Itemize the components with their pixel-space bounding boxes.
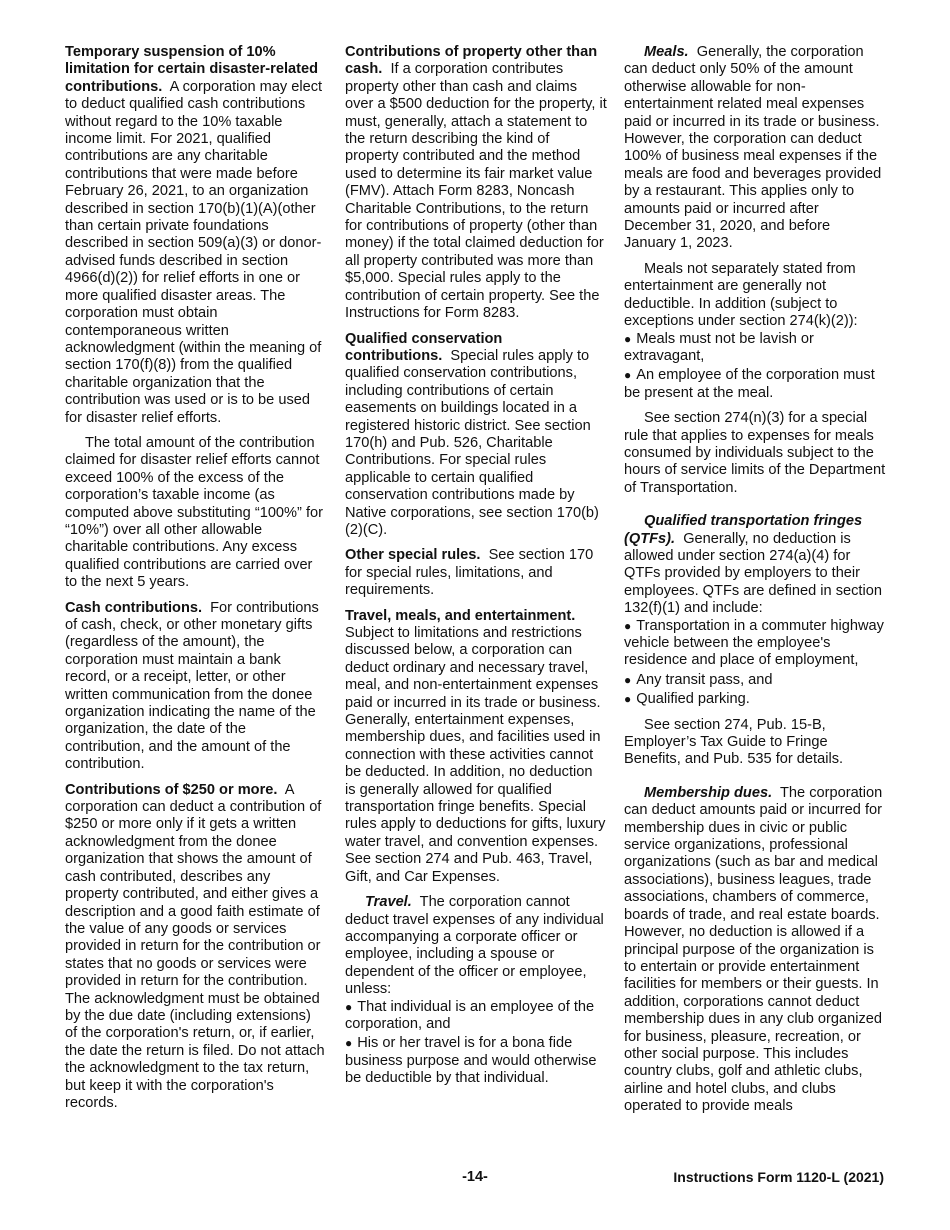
bullet-icon: ●	[345, 999, 353, 1014]
section-heading: Cash contributions.	[65, 599, 203, 616]
bullet-text: Any transit pass, and	[636, 671, 773, 688]
bullet-item	[624, 672, 886, 689]
paragraph-text: Generally, the corporation can deduct only 50% of the amount otherwise allowable for non-entertainment related meal expenses paid or incurred in its trade or business. However, the corporation can deduct 100% of business meal expenses if the meals are food and beverages provided by a restaurant. This applies only to amounts paid or incurred after December 31, 2020, and before January 1, 2023.	[624, 44, 882, 252]
bullet-text: That individual is an employee of the corporation, and	[345, 998, 595, 1032]
paragraph-text: If a corporation contributes property other than cash and claims over a $500 deduction for the property, it must, generally, attach a statement to the return describing the kind of property contributed and the method used to determine its fair market value (FMV). Attach Form 8283, Noncash Charitable Contributions, to the return for contributions of property (other than money) if the total claimed deduction for all property contributed was more than $5,000. Special rules apply to the contribution of certain property. See the Instructions for Form 8283.	[345, 61, 607, 322]
paragraph-text: Generally, no deduction is allowed under section 274(a)(4) for QTFs provided by employers to their employees. QTFs are defined in section 132(f)(1) and include:	[624, 530, 882, 617]
section-heading: Contributions of $250 or more.	[65, 781, 278, 798]
bullet-text: An employee of the corporation must be present at the meal.	[624, 367, 875, 401]
paragraph	[345, 331, 607, 540]
paragraph: Meals not separately stated from entertainment are generally not deductible. In addition (subject to exceptions under section 274(k)(2)):	[624, 260, 858, 330]
paragraph	[65, 44, 327, 427]
paragraph: See section 274, Pub. 15-B, Employer’s Tax Guide to Fringe Benefits, and Pub. 535 for details.	[624, 716, 844, 768]
bullet-icon: ●	[624, 331, 632, 346]
section-heading: Travel, meals, and entertainment.	[345, 607, 576, 624]
bullet-item	[345, 1035, 607, 1087]
paragraph: The total amount of the contribution claimed for disaster relief efforts cannot exceed 100% of the excess of the corporation’s taxable income (as computed above substituting “100%” for “10%”) over all other allowable charitable contributions. Any excess qualified contributions are carried over to the next 5 years.	[65, 434, 323, 591]
column-2	[345, 44, 607, 1096]
paragraph	[65, 782, 327, 1113]
footer-form-title: Instructions Form 1120-L (2021)	[673, 1169, 884, 1185]
column-1	[65, 44, 327, 1120]
bullet-icon: ●	[624, 368, 632, 383]
bullet-text: Qualified parking.	[636, 691, 750, 708]
page-number: -14-	[462, 1169, 488, 1185]
bullet-icon: ●	[624, 672, 632, 687]
paragraph-text: A corporation may elect to deduct qualified cash contributions without regard to the 10% taxable income limit. For 2021, qualified contributions are any charitable contributions that were made before February 26, 2021, to an organization described in section 170(b)(1)(A)(other than certain private foundations described in section 509(a)(3) or donor-advised funds described in section 4966(d)(2)) for relief efforts in one or more qualified disaster areas. The corporation must obtain contemporaneous written acknowledgment (within the meaning of section 170(f)(8)) from the qualified charitable organization that the contribution was used or is to be used for disaster relief efforts.	[65, 78, 323, 426]
paragraph-text: Special rules apply to qualified conservation contributions, including contributions of certain easements on buildings located in a registered historic district. See section 170(h) and Pub. 526, Charitable Contributions. For special rules applicable to certain qualified conservation contributions made by Native corporations, see section 170(b)(2)(C).	[345, 347, 599, 538]
paragraph	[624, 513, 886, 617]
paragraph	[624, 785, 886, 1116]
bullet-item	[624, 331, 886, 366]
paragraph: See section 274(n)(3) for a special rule that applies to expenses for meals consumed by individuals subject to the hours of service limits of the Department of Transportation.	[624, 410, 886, 496]
paragraph-text: A corporation can deduct a contribution of $250 or more only if it gets a written acknowledgment from the donee organization that shows the amount of cash contributed, describes any property contributed, and either gives a description and a good faith estimate of the value of any goods or services provided in return for the contribution or states that no goods or services were provided in return for the contribution. The acknowledgment must be obtained by the due date (including extensions) of the corporation's return, or, if earlier, the date the return is filed. Do not attach the acknowledgment to the tax return, but keep it with the corporation's records.	[65, 781, 325, 1111]
paragraph	[624, 44, 886, 253]
section-heading: Temporary suspension of 10% limitation for certain disaster-related contributions.	[65, 44, 319, 95]
subsection-heading: Travel.	[365, 894, 412, 911]
paragraph-text: The corporation can deduct amounts paid or incurred for membership dues in civic or public service organizations, professional organizations (such as bar and medical associations), business leagues, trade associations, chambers of commerce, boards of trade, and real estate boards. However, no deduction is allowed if a principal purpose of the organization is to entertain or provide entertainment facilities for members or their guests. In addition, corporations cannot deduct membership dues in any club organized for business, pleasure, recreation, or other social purpose. This includes country clubs, golf and athletic clubs, airline and hotel clubs, and clubs operated to provide meals	[624, 784, 883, 1115]
bullet-text: Transportation in a commuter highway vehicle between the employee's residence and place of employment,	[624, 617, 884, 669]
bullet-text: Meals must not be lavish or extravagant,	[624, 330, 814, 364]
bullet-icon: ●	[624, 618, 632, 633]
subsection-heading: Meals.	[644, 44, 689, 60]
subsection-heading: Qualified transportation fringes (QTFs).	[624, 513, 863, 547]
section-heading: Contributions of property other than cash.	[345, 44, 598, 78]
bullet-icon: ●	[624, 692, 632, 707]
bullet-item	[345, 999, 607, 1034]
subsection-heading: Membership dues.	[644, 784, 773, 801]
paragraph-text: For contributions of cash, check, or other monetary gifts (regardless of the amount), the corporation must maintain a bank record, or a receipt, letter, or other written communication from the donee organization indicating the name of the organization, the date of the contribution, and the amount of the contribution.	[65, 599, 319, 773]
bullet-item	[624, 618, 886, 670]
column-3	[624, 44, 886, 1124]
paragraph	[345, 547, 607, 599]
paragraph-text: The corporation cannot deduct travel expenses of any individual accompanying a corporate officer or employee, including a spouse or dependent of the officer or employee, unless:	[345, 894, 604, 998]
paragraph	[345, 608, 607, 887]
bullet-item	[624, 367, 886, 402]
paragraph	[345, 894, 607, 998]
section-heading: Other special rules.	[345, 547, 481, 564]
section-gap	[624, 505, 886, 513]
bullet-text: His or her travel is for a bona fide business purpose and would otherwise be deductible by that individual.	[345, 1035, 597, 1087]
section-heading: Qualified conservation contributions.	[345, 330, 503, 364]
section-gap	[624, 777, 886, 785]
bullet-icon: ●	[345, 1036, 353, 1051]
paragraph-text: Subject to limitations and restrictions discussed below, a corporation can deduct ordinary and necessary travel, meal, and non-entertainment expenses paid or incurred in its trade or business. Generally, entertainment expenses, membership dues, and facilities used in connection with these activities cannot be deducted. In addition, no deduction is generally allowed for qualified transportation fringe benefits. Special rules apply to deductions for gifts, luxury water travel, and convention expenses. See section 274 and Pub. 463, Travel, Gift, and Car Expenses.	[345, 625, 606, 885]
paragraph	[65, 600, 327, 774]
paragraph-text: See section 170 for special rules, limitations, and requirements.	[345, 547, 594, 599]
paragraph	[345, 44, 607, 323]
bullet-item	[624, 691, 886, 708]
